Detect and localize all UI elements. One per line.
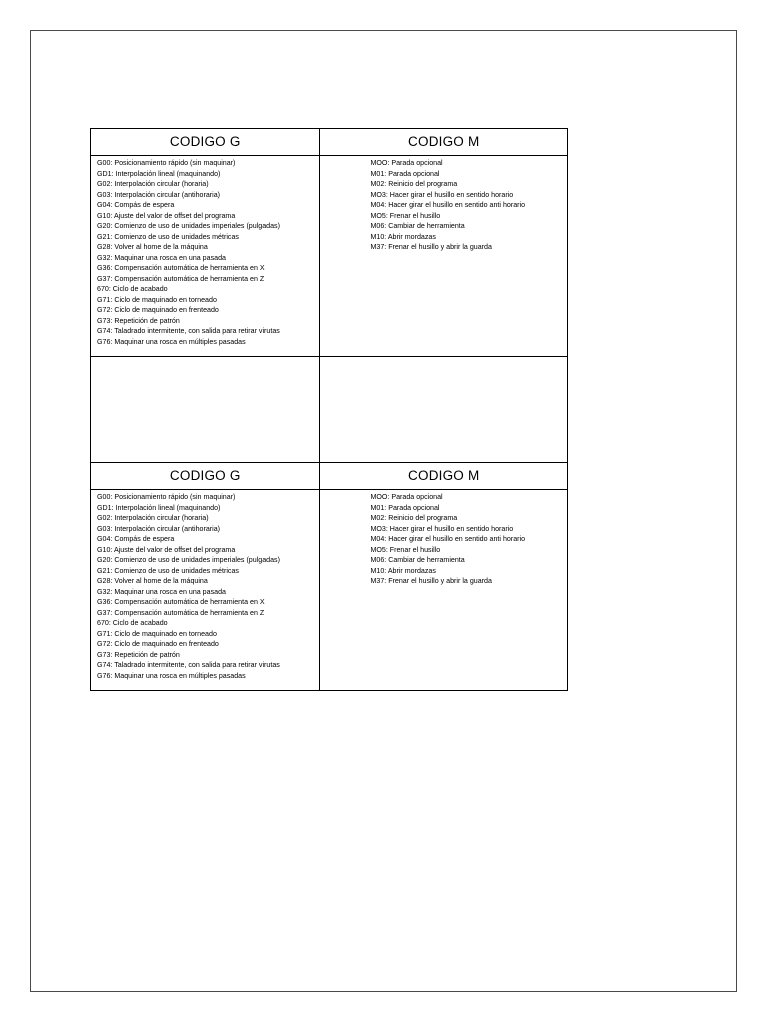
code-item: 670: Ciclo de acabado xyxy=(97,619,168,627)
code-item: GD1: Interpolación lineal (maquinando) xyxy=(97,169,221,178)
m-code-cell xyxy=(320,490,568,691)
m-code-cell xyxy=(320,156,568,357)
list-row xyxy=(91,156,568,357)
code-item: M04: Hacer girar el husillo en sentido anti horario xyxy=(370,201,526,209)
code-item: G28: Volver al home de la máquina xyxy=(97,577,208,585)
code-item: G76: Maquinar una rosca en múltiples pasadas xyxy=(97,671,246,680)
code-item: G04: Compás de espera xyxy=(97,535,175,543)
empty-row xyxy=(91,357,568,463)
g-code-list xyxy=(91,490,319,681)
code-item: G20: Comienzo de uso de unidades imperiales (pulgadas) xyxy=(97,556,280,564)
code-item: M06: Cambiar de herramienta xyxy=(370,556,465,564)
code-item: G71: Ciclo de maquinado en torneado xyxy=(97,295,217,304)
code-item: MO3: Hacer girar el husillo en sentido horario xyxy=(370,524,514,533)
code-item: G32: Maquinar una rosca en una pasada xyxy=(97,587,226,596)
code-item: G73: Repetición de patrón xyxy=(97,650,180,659)
code-item: G72: Ciclo de maquinado en frenteado xyxy=(97,640,219,648)
code-item: G10: Ajuste del valor de offset del programa xyxy=(97,211,236,220)
code-item: G04: Compás de espera xyxy=(97,201,175,209)
code-item: G21: Comienzo de uso de unidades métricas xyxy=(97,566,239,575)
code-item: G74: Taladrado intermitente, con salida para retirar virutas xyxy=(97,661,280,669)
code-item: G71: Ciclo de maquinado en torneado xyxy=(97,629,217,638)
code-item: MO5: Frenar el husillo xyxy=(370,545,441,554)
code-item: MO5: Frenar el husillo xyxy=(370,211,441,220)
code-item: M37: Frenar el husillo y abrir la guarda xyxy=(370,577,492,585)
code-item: M02: Reinicio del programa xyxy=(370,514,458,522)
code-item: MOO: Parada opcional xyxy=(370,493,443,501)
code-item: G37: Compensación automática de herramienta en Z xyxy=(97,274,265,283)
g-code-cell xyxy=(91,490,320,691)
header-row xyxy=(91,463,568,490)
m-code-list xyxy=(320,156,567,253)
code-item: G36: Compensación automática de herramienta en X xyxy=(97,264,265,272)
code-item: M04: Hacer girar el husillo en sentido anti horario xyxy=(370,535,526,543)
code-item: G74: Taladrado intermitente, con salida para retirar virutas xyxy=(97,327,280,335)
code-item: G28: Volver al home de la máquina xyxy=(97,243,208,251)
g-code-header: CODIGO G xyxy=(91,463,320,490)
m-code-header: CODIGO M xyxy=(320,129,568,156)
code-item: G73: Repetición de patrón xyxy=(97,316,180,325)
code-item: M37: Frenar el husillo y abrir la guarda xyxy=(370,243,492,251)
list-row xyxy=(91,490,568,691)
code-item: M10: Abrir mordazas xyxy=(370,232,436,241)
code-item: MO3: Hacer girar el husillo en sentido horario xyxy=(370,190,514,199)
g-code-cell xyxy=(91,156,320,357)
g-code-header: CODIGO G xyxy=(91,129,320,156)
code-item: G03: Interpolación circular (antihoraria) xyxy=(97,524,221,533)
code-item: G02: Interpolación circular (horaria) xyxy=(97,514,209,522)
code-item: G00: Posicionamiento rápido (sin maquinar) xyxy=(97,159,236,167)
code-item: M01: Parada opcional xyxy=(370,503,440,512)
code-item: G72: Ciclo de maquinado en frenteado xyxy=(97,306,219,314)
code-item: M10: Abrir mordazas xyxy=(370,566,436,575)
code-item: G21: Comienzo de uso de unidades métricas xyxy=(97,232,239,241)
code-item: G32: Maquinar una rosca en una pasada xyxy=(97,253,226,262)
m-code-list xyxy=(320,490,567,587)
header-row xyxy=(91,129,568,156)
code-item: G36: Compensación automática de herramienta en X xyxy=(97,598,265,606)
code-item: G76: Maquinar una rosca en múltiples pasadas xyxy=(97,337,246,346)
code-item: M01: Parada opcional xyxy=(370,169,440,178)
code-item: MOO: Parada opcional xyxy=(370,159,443,167)
code-item: G02: Interpolación circular (horaria) xyxy=(97,180,209,188)
code-item: GD1: Interpolación lineal (maquinando) xyxy=(97,503,221,512)
code-item: G03: Interpolación circular (antihoraria) xyxy=(97,190,221,199)
code-item: G37: Compensación automática de herramienta en Z xyxy=(97,608,265,617)
empty-cell xyxy=(91,357,320,463)
code-item: M02: Reinicio del programa xyxy=(370,180,458,188)
codes-table xyxy=(90,128,568,691)
m-code-header: CODIGO M xyxy=(320,463,568,490)
code-item: G10: Ajuste del valor de offset del programa xyxy=(97,545,236,554)
g-code-list xyxy=(91,156,319,347)
code-item: 670: Ciclo de acabado xyxy=(97,285,168,293)
code-item: G20: Comienzo de uso de unidades imperiales (pulgadas) xyxy=(97,222,280,230)
code-item: G00: Posicionamiento rápido (sin maquinar) xyxy=(97,493,236,501)
empty-cell xyxy=(320,357,568,463)
code-item: M06: Cambiar de herramienta xyxy=(370,222,465,230)
